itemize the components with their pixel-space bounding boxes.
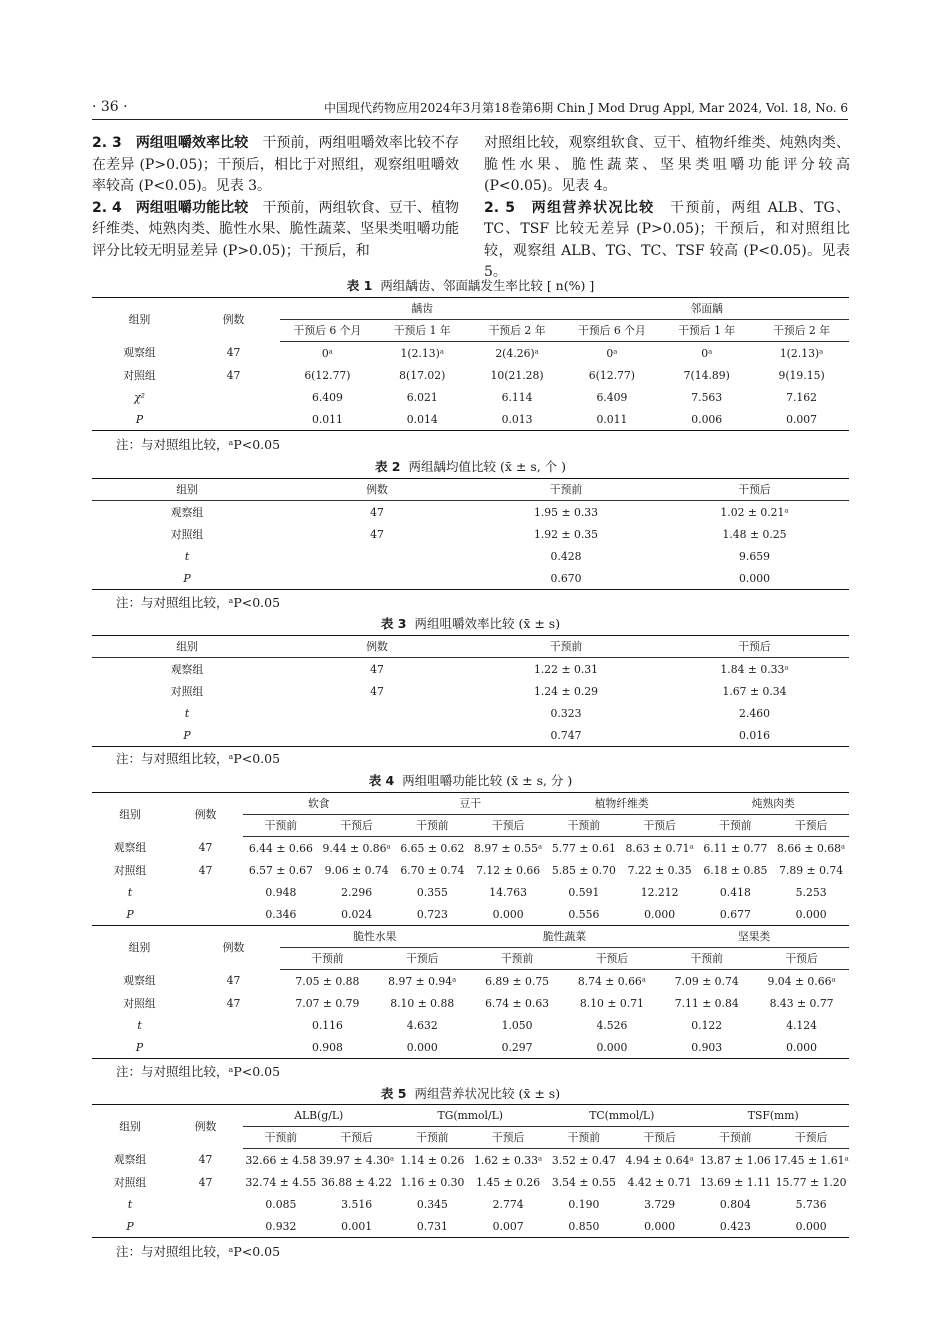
table-cell: 0.731 (416, 1219, 448, 1233)
table-cell: 0.085 (265, 1197, 297, 1211)
table-row (92, 1014, 849, 1036)
table-cell: 0.000 (406, 1040, 438, 1054)
table-cell (187, 408, 280, 431)
section-2-5 (484, 198, 850, 284)
row-label: 对照组 (113, 863, 147, 877)
table-cell: 6.70 ± 0.74 (400, 863, 465, 877)
table-cell: 1.16 ± 0.30 (400, 1175, 465, 1189)
running-header (92, 97, 848, 120)
table-cell: 3.54 ± 0.55 (551, 1175, 616, 1189)
table-cell: 0.001 (341, 1219, 373, 1233)
header-n: 例数 (194, 1120, 217, 1134)
table-cell: 12.212 (640, 885, 679, 899)
column-header: 例数 (282, 636, 472, 658)
table-cell: 7(14.89) (683, 368, 730, 382)
table-cell: 1.02 ± 0.21ᵃ (720, 505, 789, 519)
table-cell: 47 (226, 368, 241, 382)
table-cell: 32.66 ± 4.58 (245, 1153, 317, 1167)
table-cell: 1(2.13)ᵃ (400, 346, 444, 360)
table-cell: 0.007 (786, 412, 818, 426)
table-cell: 0.428 (550, 549, 582, 563)
page-number: · 36 · (92, 99, 128, 115)
table-cell: 1.62 ± 0.33ᵃ (474, 1153, 543, 1167)
table-cell: 3.729 (644, 1197, 676, 1211)
group-header: 脆性蔬菜 (470, 926, 660, 948)
table-cell: 7.89 ± 0.74 (779, 863, 844, 877)
table-cell (187, 1014, 280, 1036)
table-cell (168, 881, 243, 903)
table-cell: 9(19.15) (778, 368, 825, 382)
subheader-pre: 干预前 (698, 1127, 774, 1149)
table-cell (187, 386, 280, 408)
row-label: t (137, 1018, 142, 1032)
table-cell: 0.014 (406, 412, 438, 426)
table-row (92, 1171, 849, 1193)
row-label: P (135, 412, 144, 426)
column-header: 干预前 (472, 479, 660, 501)
column-header: 干预前 (472, 636, 660, 658)
table-cell: 5.85 ± 0.70 (551, 863, 616, 877)
table-cell: 47 (226, 974, 241, 988)
table-cell: 47 (226, 996, 241, 1010)
table4-caption (92, 771, 849, 789)
table-cell: 0.677 (719, 907, 751, 921)
row-label: 对照组 (170, 684, 204, 698)
row-label: t (127, 885, 133, 899)
table-cell: 13.87 ± 1.06 (699, 1153, 771, 1167)
table-cell: 8.10 ± 0.71 (579, 996, 644, 1010)
row-label: 观察组 (113, 841, 147, 855)
group-header: 植物纤维类 (546, 793, 698, 815)
table-cell: 8.97 ± 0.94ᵃ (388, 974, 457, 988)
table-cell: 0.000 (492, 907, 524, 921)
table-cell: 7.09 ± 0.74 (674, 974, 739, 988)
group-header: 软食 (243, 793, 395, 815)
row-label: P (135, 1040, 144, 1054)
column-header: 干预后 (660, 636, 849, 658)
table-row (92, 881, 849, 903)
subheader-pre: 干预前 (243, 815, 319, 837)
table-number: 表 4 (368, 773, 395, 788)
table-cell: 5.77 ± 0.61 (551, 841, 616, 855)
table-cell: 6.44 ± 0.66 (248, 841, 313, 855)
subheader: 干预后 2 年 (470, 320, 565, 342)
table-cell: 6.11 ± 0.77 (703, 841, 768, 855)
section-heading: 2. 4 两组咀嚼功能比较 (92, 199, 249, 216)
column-header: 组别 (92, 479, 282, 501)
subheader-post: 干预后 (564, 948, 659, 970)
table5 (92, 1104, 849, 1238)
table-cell: 0.908 (311, 1040, 343, 1054)
table-cell: 0.000 (596, 1040, 628, 1054)
table-cell: 0.346 (265, 907, 297, 921)
table-cell: 2.774 (492, 1197, 524, 1211)
table-cell: 1.84 ± 0.33ᵃ (720, 662, 789, 676)
table-row (92, 364, 849, 386)
subheader-post: 干预后 (773, 1127, 849, 1149)
table-cell: 47 (198, 863, 213, 877)
header-proximal-caries: 邻面龋 (564, 298, 849, 320)
table-cell: 1(2.13)ᵃ (779, 346, 824, 360)
table-cell: 1.22 ± 0.31 (534, 662, 598, 676)
table-cell: 1.050 (501, 1018, 533, 1032)
subheader-post: 干预后 (319, 815, 395, 837)
table-cell: 0.418 (719, 885, 751, 899)
table-cell: 0.591 (568, 885, 600, 899)
subheader: 干预后 1 年 (375, 320, 470, 342)
row-label: P (126, 907, 134, 921)
table-number: 表 5 (380, 1086, 407, 1101)
table2-note: 注：与对照组比较，ᵃP<0.05 (116, 595, 281, 610)
section-heading: 2. 5 两组营养状况比较 (484, 199, 655, 216)
table-cell: 0.556 (568, 907, 600, 921)
table-cell: 0.000 (644, 1219, 676, 1233)
table-cell: 0.297 (501, 1040, 533, 1054)
table-cell: 0.903 (691, 1040, 723, 1054)
table-number: 表 2 (374, 459, 401, 474)
table3-note: 注：与对照组比较，ᵃP<0.05 (116, 751, 281, 766)
table-cell: 7.12 ± 0.66 (476, 863, 541, 877)
table-cell: 47 (226, 346, 241, 360)
column-header: 例数 (282, 479, 472, 501)
row-label: 观察组 (170, 505, 204, 519)
table-cell: 47 (198, 841, 213, 855)
row-label: 对照组 (123, 368, 156, 382)
table-row (92, 386, 849, 408)
subheader-post: 干预后 (773, 815, 849, 837)
table-row (92, 903, 849, 926)
table-cell: 7.11 ± 0.84 (674, 996, 739, 1010)
section-heading: 2. 3 两组咀嚼效率比较 (92, 135, 249, 151)
table-row (92, 859, 849, 881)
row-label: t (184, 706, 190, 720)
table-cell: 0ᵃ (606, 346, 618, 360)
subheader: 干预后 6 个月 (280, 320, 375, 342)
table-row (92, 342, 849, 365)
table-cell: 10(21.28) (490, 368, 544, 382)
row-label: 对照组 (113, 1175, 147, 1189)
table-row (92, 523, 849, 545)
row-label: 观察组 (123, 346, 156, 360)
subheader: 干预后 6 个月 (564, 320, 659, 342)
group-header: ALB(g/L) (243, 1105, 395, 1127)
table-cell: 0.000 (644, 907, 676, 921)
header-group: 组别 (119, 808, 141, 822)
table-cell: 0.804 (719, 1197, 751, 1211)
table-row (92, 1149, 849, 1172)
subheader-pre: 干预前 (243, 1127, 319, 1149)
table-cell: 0.013 (501, 412, 533, 426)
table-cell: 1.95 ± 0.33 (534, 505, 598, 519)
column-header: 组别 (92, 636, 282, 658)
subheader-post: 干预后 (319, 1127, 395, 1149)
table-cell: 7.162 (786, 390, 818, 404)
header-n: 例数 (194, 808, 217, 822)
table-cell: 4.632 (406, 1018, 438, 1032)
table-cell (282, 545, 472, 567)
subheader: 干预后 2 年 (754, 320, 849, 342)
table-row (92, 992, 849, 1014)
table-cell: 32.74 ± 4.55 (245, 1175, 317, 1189)
group-header: 脆性水果 (280, 926, 470, 948)
row-label: 观察组 (123, 974, 156, 988)
table-cell: 47 (370, 684, 384, 698)
row-label: t (127, 1197, 133, 1211)
table-title: 两组龋均值比较 (x̄ ± s, 个 ) (408, 459, 567, 474)
table-cell: 6.65 ± 0.62 (400, 841, 465, 855)
table-cell: 0.116 (311, 1018, 343, 1032)
section-text: 干预前，两组咀嚼效率比较不存在差异 (P>0.05)；干预后，相比于对照组，观察组咀嚼效率较高 (P<0.05)。见表 3。 (92, 135, 459, 194)
table-cell: 0.011 (311, 412, 343, 426)
table-cell: 0.345 (416, 1197, 448, 1211)
table3 (92, 635, 849, 747)
table-cell: 0.024 (341, 907, 373, 921)
table-cell: 47 (370, 662, 384, 676)
table-cell: 4.124 (786, 1018, 818, 1032)
table-cell: 0.423 (719, 1219, 751, 1233)
group-header: TG(mmol/L) (395, 1105, 547, 1127)
subheader-post: 干预后 (754, 948, 849, 970)
table-cell: 47 (370, 527, 384, 541)
table-row (92, 1036, 849, 1059)
subheader-pre: 干预前 (280, 948, 375, 970)
table-cell: 0.122 (691, 1018, 723, 1032)
table-cell: 1.92 ± 0.35 (534, 527, 598, 541)
table-cell: 1.45 ± 0.26 (476, 1175, 541, 1189)
table1-caption (92, 276, 849, 294)
table4-part1 (92, 792, 849, 926)
group-header: 坚果类 (659, 926, 849, 948)
table-cell (168, 903, 243, 926)
right-column (484, 133, 850, 284)
table-row (92, 567, 849, 590)
subheader-pre: 干预前 (659, 948, 754, 970)
table-cell: 5.736 (795, 1197, 827, 1211)
table5-caption (92, 1084, 849, 1102)
table-row (92, 680, 849, 702)
subheader-pre: 干预前 (546, 815, 622, 837)
row-label: P (126, 1219, 134, 1233)
table-cell: 9.06 ± 0.74 (324, 863, 389, 877)
table3-caption (92, 614, 849, 632)
column-header: 干预后 (660, 479, 849, 501)
table-cell: 0.000 (795, 907, 827, 921)
table-row (92, 408, 849, 431)
section-2-3 (92, 133, 459, 198)
table-cell (168, 1215, 243, 1238)
header-n: 例数 (222, 313, 245, 327)
table-cell: 8.63 ± 0.71ᵃ (625, 841, 694, 855)
table-row (92, 545, 849, 567)
table-cell: 8.97 ± 0.55ᵃ (474, 841, 543, 855)
table-number: 表 3 (380, 616, 407, 631)
table-cell: 0.850 (568, 1219, 600, 1233)
table-cell: 4.94 ± 0.64ᵃ (625, 1153, 694, 1167)
table-cell: 5.253 (795, 885, 827, 899)
table-cell (187, 1036, 280, 1059)
table-cell: 0.948 (265, 885, 297, 899)
table-cell: 9.659 (739, 549, 770, 563)
table-cell: 0ᵃ (321, 346, 333, 360)
table-cell (282, 702, 472, 724)
table-cell: 1.14 ± 0.26 (400, 1153, 465, 1167)
table-row (92, 702, 849, 724)
header-group: 组别 (119, 1120, 141, 1134)
table-cell: 1.24 ± 0.29 (534, 684, 598, 698)
subheader-post: 干预后 (470, 815, 546, 837)
table-title: 两组营养状况比较 (x̄ ± s) (414, 1086, 561, 1101)
table-cell: 1.48 ± 0.25 (722, 527, 787, 541)
row-label: P (183, 571, 191, 585)
subheader-post: 干预后 (470, 1127, 546, 1149)
table-row (92, 658, 849, 681)
table-cell: 47 (370, 505, 384, 519)
table-cell: 2.296 (341, 885, 373, 899)
table-row (92, 837, 849, 860)
table-cell: 6.57 ± 0.67 (248, 863, 313, 877)
table-cell: 8.74 ± 0.66ᵃ (577, 974, 646, 988)
subheader: 干预后 1 年 (659, 320, 754, 342)
table-cell: 2(4.26)ᵃ (495, 346, 539, 360)
section-2-4 (92, 198, 459, 263)
table-cell: 47 (198, 1175, 213, 1189)
row-label: t (184, 549, 190, 563)
subheader-pre: 干预前 (395, 1127, 471, 1149)
header-caries: 龋齿 (280, 298, 564, 320)
table-cell: 1.67 ± 0.34 (722, 684, 787, 698)
table2-caption (92, 457, 849, 475)
section-text: 干预前，两组 ALB、TG、TC、TSF 比较无差异 (P>0.05)；干预后，和对照组比较，观察组 ALB、TG、TC、TSF 较高 (P<0.05)。见表 5。 (484, 199, 850, 280)
table-cell: 2.460 (739, 706, 770, 720)
subheader-post: 干预后 (622, 815, 698, 837)
table1-note: 注：与对照组比较，ᵃP<0.05 (116, 437, 281, 452)
table-cell: 13.69 ± 1.11 (699, 1175, 771, 1189)
table-cell: 8.43 ± 0.77 (769, 996, 834, 1010)
table-cell: 0.355 (416, 885, 448, 899)
table-cell: 6.021 (406, 390, 438, 404)
table-cell: 7.563 (691, 390, 723, 404)
table-cell: 8(17.02) (399, 368, 446, 382)
table-row (92, 970, 849, 993)
row-label: χ² (134, 390, 145, 404)
table-cell: 6(12.77) (304, 368, 351, 382)
table-title: 两组咀嚼效率比较 (x̄ ± s) (414, 616, 561, 631)
subheader-pre: 干预前 (546, 1127, 622, 1149)
table-cell: 0.016 (739, 728, 770, 742)
subheader-pre: 干预前 (470, 948, 565, 970)
table-cell: 9.04 ± 0.66ᵃ (767, 974, 836, 988)
table-cell: 0.007 (492, 1219, 524, 1233)
group-header: TC(mmol/L) (546, 1105, 698, 1127)
table-row (92, 501, 849, 524)
table-cell: 7.07 ± 0.79 (295, 996, 360, 1010)
subheader-post: 干预后 (375, 948, 470, 970)
table1 (92, 297, 849, 431)
table-cell: 7.22 ± 0.35 (627, 863, 692, 877)
table-cell (168, 1193, 243, 1215)
header-group: 组别 (128, 313, 151, 327)
row-label: 观察组 (113, 1153, 147, 1167)
table-title: 两组咀嚼功能比较 (x̄ ± s, 分 ) (402, 773, 573, 788)
table-cell: 6.409 (596, 390, 628, 404)
table-cell: 6(12.77) (588, 368, 635, 382)
table-cell: 6.89 ± 0.75 (485, 974, 550, 988)
table-cell: 8.66 ± 0.68ᵃ (777, 841, 846, 855)
table-cell (282, 567, 472, 590)
table-cell: 0.006 (691, 412, 723, 426)
table-row (92, 1193, 849, 1215)
table-cell: 4.42 ± 0.71 (627, 1175, 692, 1189)
table-cell: 6.18 ± 0.85 (703, 863, 768, 877)
table-cell: 6.409 (311, 390, 343, 404)
table-cell: 6.114 (501, 390, 533, 404)
table-cell: 0.932 (265, 1219, 297, 1233)
table-cell: 17.45 ± 1.61ᵃ (773, 1153, 849, 1167)
table-cell: 3.52 ± 0.47 (551, 1153, 616, 1167)
table-cell: 8.10 ± 0.88 (390, 996, 455, 1010)
table-cell: 15.77 ± 1.20 (775, 1175, 847, 1189)
journal-citation: 中国现代药物应用2024年3月第18卷第6期 Chin J Mod Drug Appl, Mar 2024, Vol. 18, No. 6 (324, 101, 848, 115)
header-n: 例数 (222, 941, 245, 955)
table-cell: 0ᵃ (701, 346, 713, 360)
section-2-4-cont (484, 133, 850, 198)
table2 (92, 478, 849, 590)
table4-note: 注：与对照组比较，ᵃP<0.05 (116, 1064, 281, 1079)
table-cell (282, 724, 472, 747)
table-cell: 0.190 (568, 1197, 600, 1211)
table-cell: 3.516 (341, 1197, 373, 1211)
table-row (92, 724, 849, 747)
table-cell: 0.000 (786, 1040, 818, 1054)
group-header: 豆干 (395, 793, 547, 815)
table-cell: 9.44 ± 0.86ᵃ (322, 841, 391, 855)
row-label: 对照组 (170, 527, 204, 541)
row-label: 观察组 (170, 662, 204, 676)
subheader-post: 干预后 (622, 1127, 698, 1149)
table-cell: 0.000 (795, 1219, 827, 1233)
table-cell: 0.747 (550, 728, 582, 742)
section-text: 对照组比较，观察组软食、豆干、植物纤维类、炖熟肉类、脆性水果、脆性蔬菜、坚果类咀嚼功能评分较高 (P<0.05)。见表 4。 (484, 135, 850, 194)
table-cell: 14.763 (489, 885, 528, 899)
table-cell: 0.323 (550, 706, 582, 720)
header-group: 组别 (128, 941, 151, 955)
table-cell: 36.88 ± 4.22 (321, 1175, 393, 1189)
table5-note: 注：与对照组比较，ᵃP<0.05 (116, 1244, 281, 1259)
section-text: 干预前，两组软食、豆干、植物纤维类、炖熟肉类、脆性水果、脆性蔬菜、坚果类咀嚼功能评分比较无明显差异 (P>0.05)；干预后，和 (92, 199, 459, 259)
subheader-pre: 干预前 (698, 815, 774, 837)
table-cell: 0.000 (739, 571, 770, 585)
row-label: 对照组 (123, 996, 156, 1010)
table-cell: 4.526 (596, 1018, 628, 1032)
table-cell: 0.011 (596, 412, 628, 426)
table-number: 表 1 (346, 278, 373, 293)
table4-part2 (92, 925, 849, 1059)
left-column (92, 133, 459, 262)
table-cell: 0.670 (550, 571, 582, 585)
table-cell: 39.97 ± 4.30ᵃ (319, 1153, 395, 1167)
group-header: 炖熟肉类 (698, 793, 850, 815)
table-cell: 47 (198, 1153, 213, 1167)
table-cell: 7.05 ± 0.88 (295, 974, 360, 988)
subheader-pre: 干预前 (395, 815, 471, 837)
row-label: P (183, 728, 191, 742)
group-header: TSF(mm) (698, 1105, 850, 1127)
table-cell: 6.74 ± 0.63 (485, 996, 550, 1010)
table-row (92, 1215, 849, 1238)
table-title: 两组龋齿、邻面龋发生率比较 [ n(%) ] (380, 278, 595, 293)
table-cell: 0.723 (416, 907, 448, 921)
